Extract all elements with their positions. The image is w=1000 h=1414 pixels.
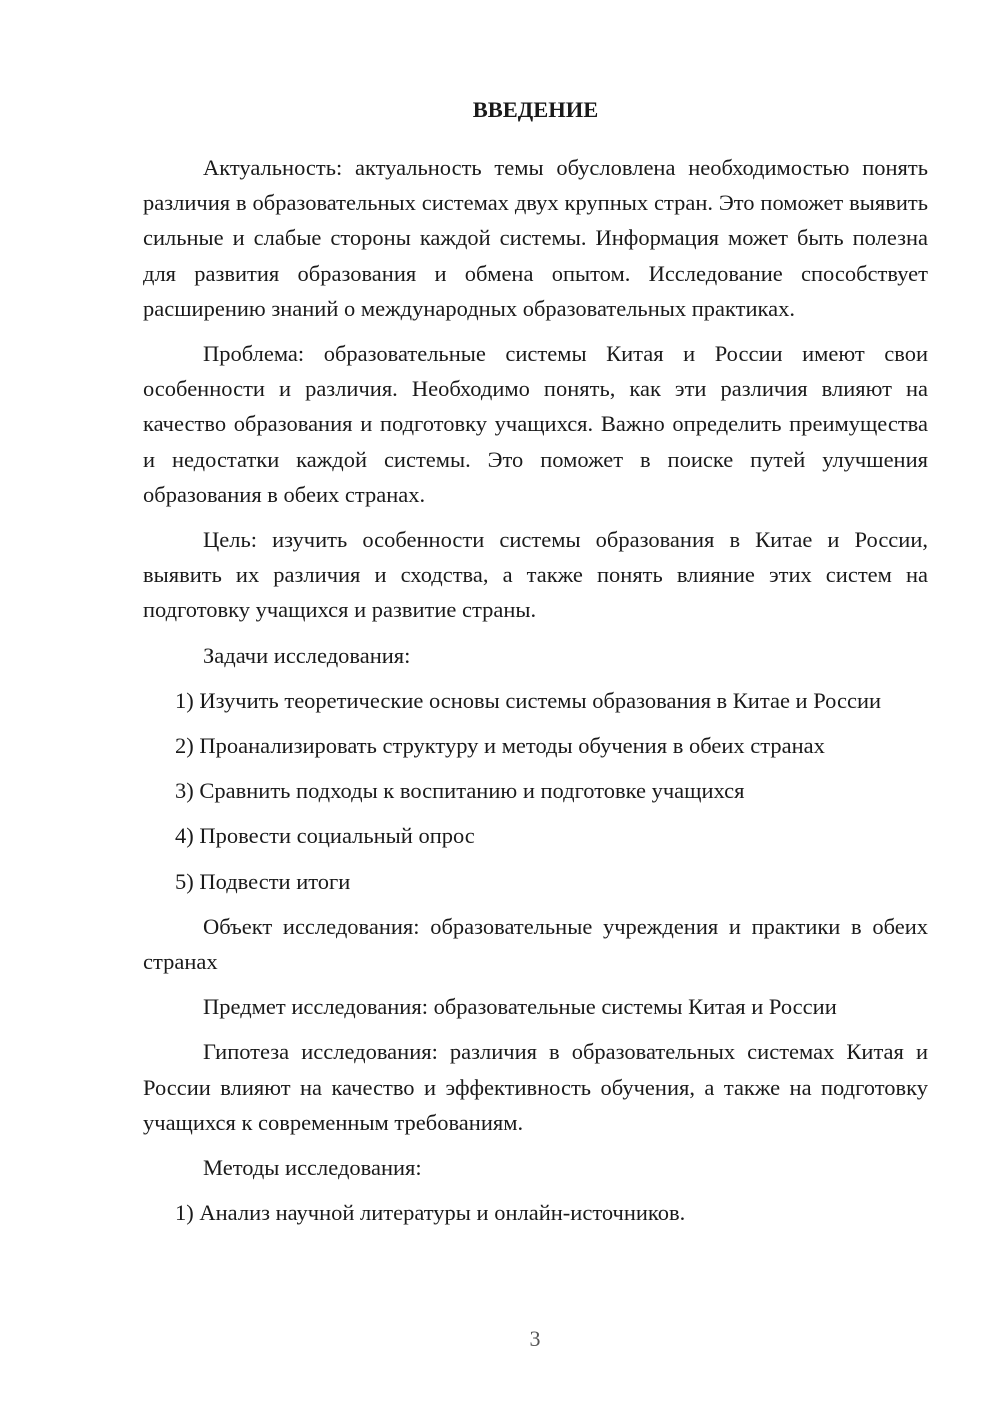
paragraph-subject: Предмет исследования: образовательные системы Китая и России xyxy=(203,994,837,1020)
task-item-2: 2) Проанализировать структуру и методы обучения в обеих странах xyxy=(175,733,825,759)
task-item-4: 4) Провести социальный опрос xyxy=(175,823,475,849)
paragraph-relevance: Актуальность: актуальность темы обусловлена необходимостью понять различия в образовательных системах двух крупных стран. Это поможет выявить сильные и слабые стороны каждой системы. Информация может быть полезна для развития образования и обмена опытом. Исследование способствует расширению знаний о международных образовательных практиках. xyxy=(143,155,928,321)
document-page xyxy=(143,92,928,1240)
method-item-1: 1) Анализ научной литературы и онлайн-источников. xyxy=(175,1200,686,1226)
paragraph-object: Объект исследования: образовательные учреждения и практики в обеих странах xyxy=(143,913,928,975)
page-number: 3 xyxy=(529,1326,541,1351)
paragraph-problem: Проблема: образовательные системы Китая и России имеют свои особенности и различия. Необходимо понять, как эти различия влияют на качество образования и подготовку учащихся. Важно определить преимущества и недостатки каждой системы. Это поможет в поиске путей улучшения образования в обеих странах. xyxy=(143,341,928,507)
task-item-5: 5) Подвести итоги xyxy=(175,868,351,894)
task-item-1: 1) Изучить теоретические основы системы образования в Китае и России xyxy=(175,687,882,713)
paragraph-goal: Цель: изучить особенности системы образования в Китае и России, выявить их различия и сходства, а также понять влияние этих систем на подготовку учащихся и развитие страны. xyxy=(143,527,928,623)
paragraph-hypothesis: Гипотеза исследования: различия в образовательных системах Китая и России влияют на качество и эффективность обучения, а также на подготовку учащихся к современным требованиям. xyxy=(143,1039,928,1135)
tasks-heading: Задачи исследования: xyxy=(203,642,411,668)
section-title: ВВЕДЕНИЕ xyxy=(472,97,599,122)
methods-heading: Методы исследования: xyxy=(203,1155,422,1181)
task-item-3: 3) Сравнить подходы к воспитанию и подготовке учащихся xyxy=(175,778,745,804)
